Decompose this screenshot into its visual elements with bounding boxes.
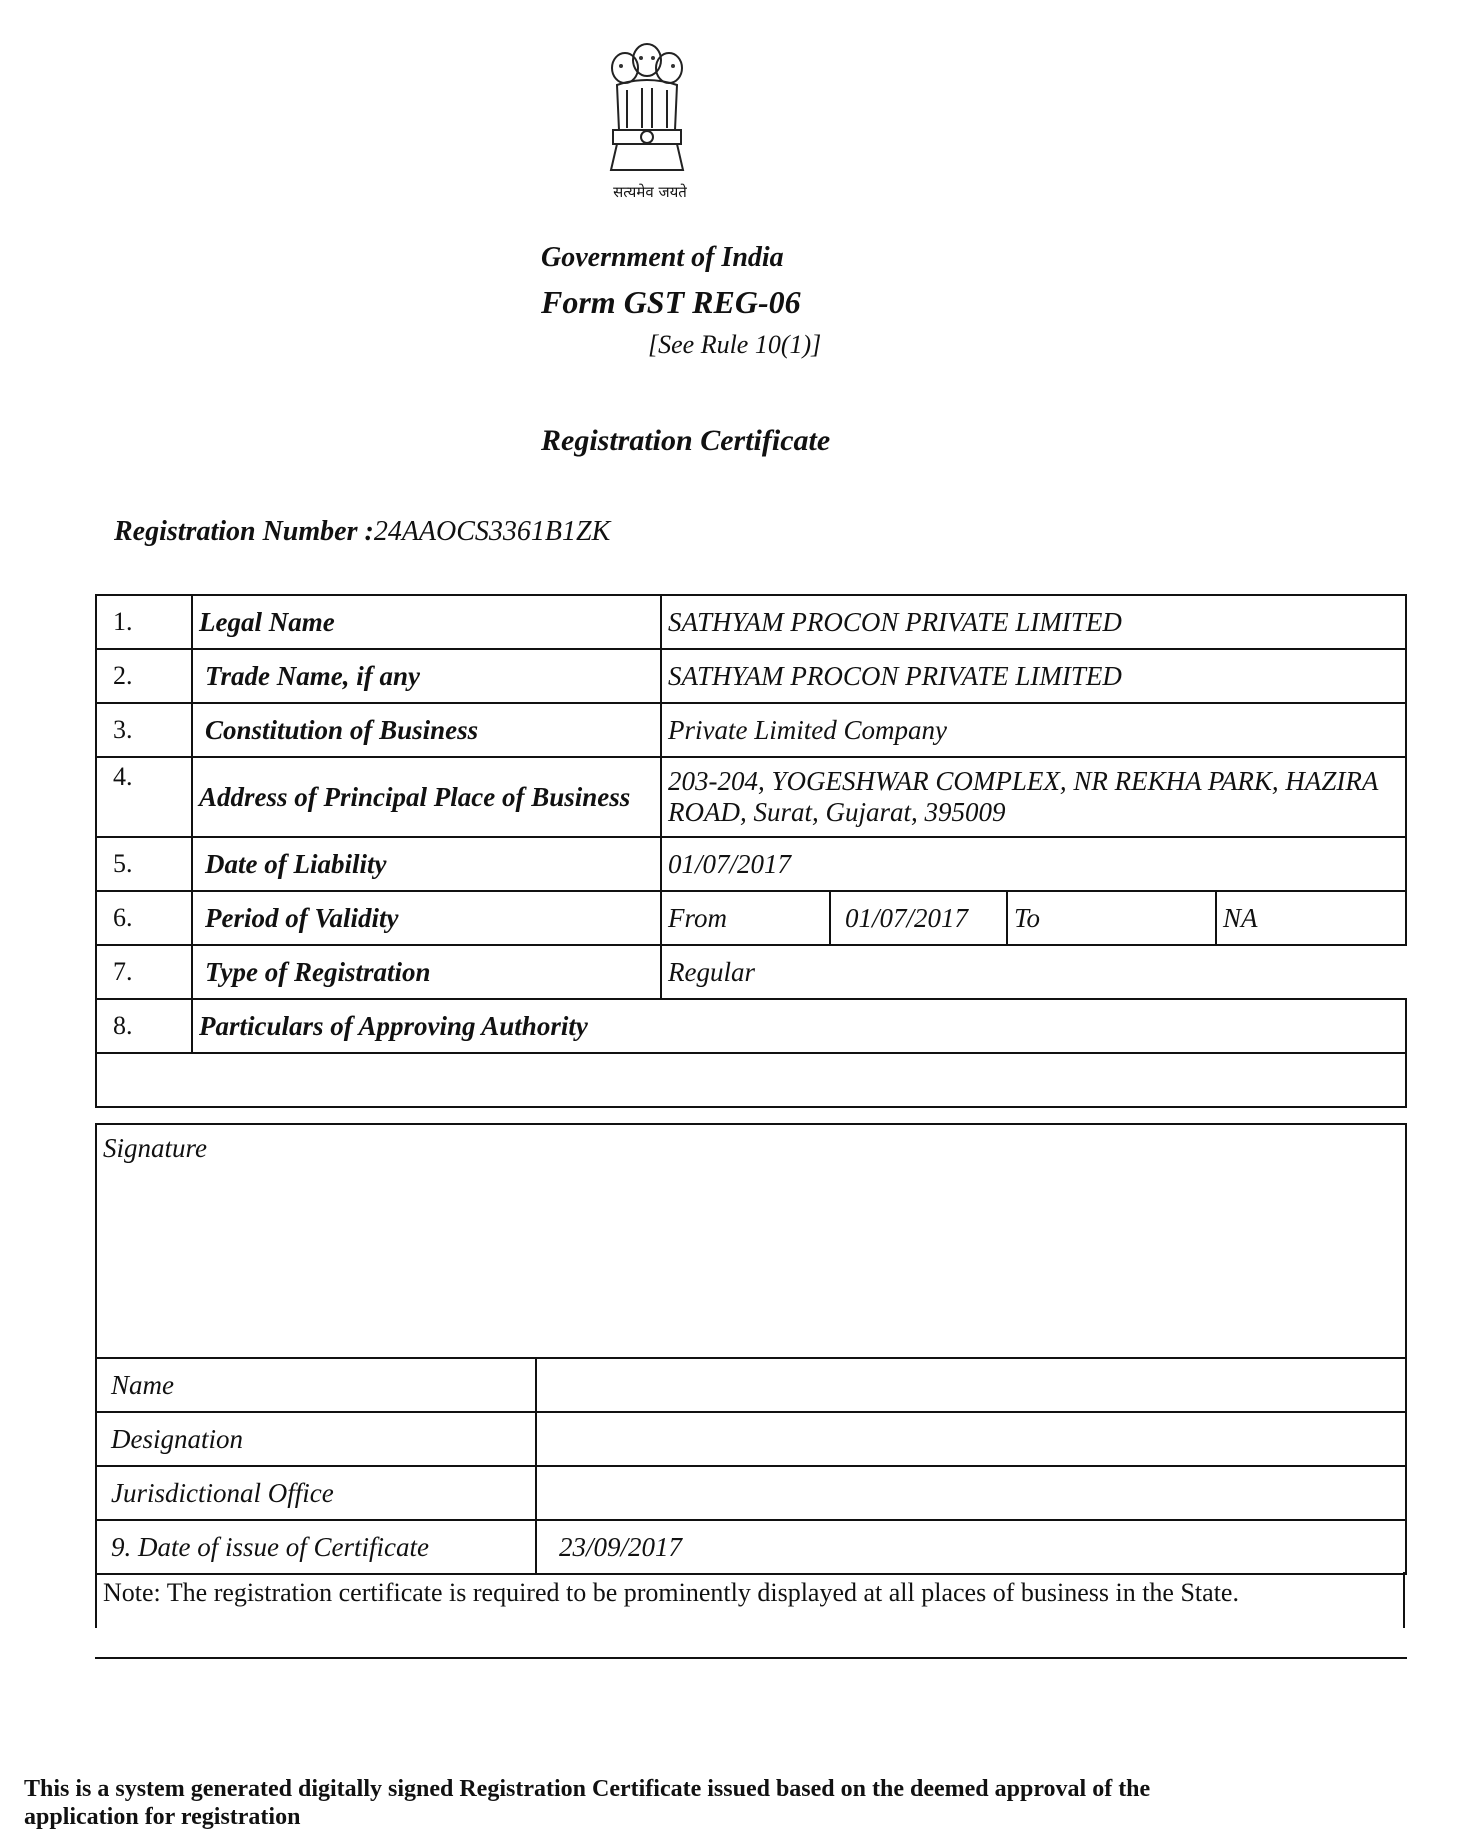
row-value: 01/07/2017 xyxy=(661,837,1406,891)
table-row xyxy=(96,757,1406,837)
government-heading: Government of India xyxy=(541,242,784,273)
form-title: Form GST REG-06 xyxy=(541,284,801,320)
table-row xyxy=(96,649,1406,703)
row-label-text: Period of Validity xyxy=(205,902,399,933)
system-generated-footer: This is a system generated digitally signed Registration Certificate issued based on the deemed approval of the application for registration xyxy=(24,1776,1151,1830)
row-number: 3. xyxy=(96,703,192,757)
validity-from-date: 01/07/2017 xyxy=(830,891,1007,945)
name-label: Name xyxy=(96,1358,536,1412)
issue-date-value: 23/09/2017 xyxy=(536,1520,1406,1574)
registration-number-value: 24AAOCS3361B1ZK xyxy=(373,516,611,547)
row-label-text: Date of Liability xyxy=(205,848,387,879)
row-label-text: Constitution of Business xyxy=(205,714,479,745)
blank-row xyxy=(96,1053,1406,1107)
row-number: 5. xyxy=(96,837,192,891)
row-label xyxy=(192,649,661,703)
table-row xyxy=(96,1053,1406,1107)
jurisdictional-office-label: Jurisdictional Office xyxy=(96,1466,536,1520)
table-row xyxy=(96,1466,1406,1520)
row-number: 4. xyxy=(96,757,192,837)
registration-details-table xyxy=(95,594,1407,1108)
designation-label: Designation xyxy=(96,1412,536,1466)
row-value: 203-204, YOGESHWAR COMPLEX, NR REKHA PARK, HAZIRA ROAD, Surat, Gujarat, 395009 xyxy=(661,757,1406,837)
table-row xyxy=(96,945,1406,999)
table-row xyxy=(96,891,1406,945)
row-label xyxy=(192,703,661,757)
table-row xyxy=(96,1124,1406,1358)
display-note: Note: The registration certificate is required to be prominently displayed at all places of business in the State. xyxy=(95,1572,1405,1628)
table-row xyxy=(96,595,1406,649)
validity-to-date: NA xyxy=(1216,891,1406,945)
note-divider xyxy=(95,1657,1407,1659)
validity-to-label: To xyxy=(1007,891,1216,945)
row-label: Address of Principal Place of Business xyxy=(192,757,661,837)
rule-reference: [See Rule 10(1)] xyxy=(648,330,822,359)
state-emblem-icon xyxy=(597,30,697,182)
row-number: 7. xyxy=(96,945,192,999)
row-label xyxy=(192,837,661,891)
row-value: Regular xyxy=(661,945,1406,999)
issue-date-label: 9. Date of issue of Certificate xyxy=(96,1520,536,1574)
row-number: 6. xyxy=(96,891,192,945)
signature-label: Signature xyxy=(103,1133,207,1163)
table-row xyxy=(96,1520,1406,1574)
table-row xyxy=(96,1358,1406,1412)
row-number: 1. xyxy=(96,595,192,649)
table-row xyxy=(96,837,1406,891)
certificate-title: Registration Certificate xyxy=(541,424,831,457)
table-row xyxy=(96,703,1406,757)
row-label: Legal Name xyxy=(192,595,661,649)
emblem-motto: सत्यमेव जयते xyxy=(613,183,687,201)
approving-authority-table xyxy=(95,1123,1407,1575)
registration-number-line xyxy=(114,516,610,548)
row-label-text: Trade Name, if any xyxy=(205,660,420,691)
table-row xyxy=(96,999,1406,1053)
row-value: Private Limited Company xyxy=(661,703,1406,757)
row-value: SATHYAM PROCON PRIVATE LIMITED xyxy=(661,595,1406,649)
row-label: Particulars of Approving Authority xyxy=(192,999,1406,1053)
name-value xyxy=(536,1358,1406,1412)
row-value: SATHYAM PROCON PRIVATE LIMITED xyxy=(661,649,1406,703)
row-label xyxy=(192,945,661,999)
jurisdictional-office-value xyxy=(536,1466,1406,1520)
table-row xyxy=(96,1412,1406,1466)
row-label xyxy=(192,891,661,945)
registration-number-label: Registration Number : xyxy=(114,516,374,547)
row-number: 2. xyxy=(96,649,192,703)
row-label-text: Type of Registration xyxy=(205,956,431,987)
validity-from-label: From xyxy=(661,891,830,945)
designation-value xyxy=(536,1412,1406,1466)
signature-cell xyxy=(96,1124,1406,1358)
row-number: 8. xyxy=(96,999,192,1053)
